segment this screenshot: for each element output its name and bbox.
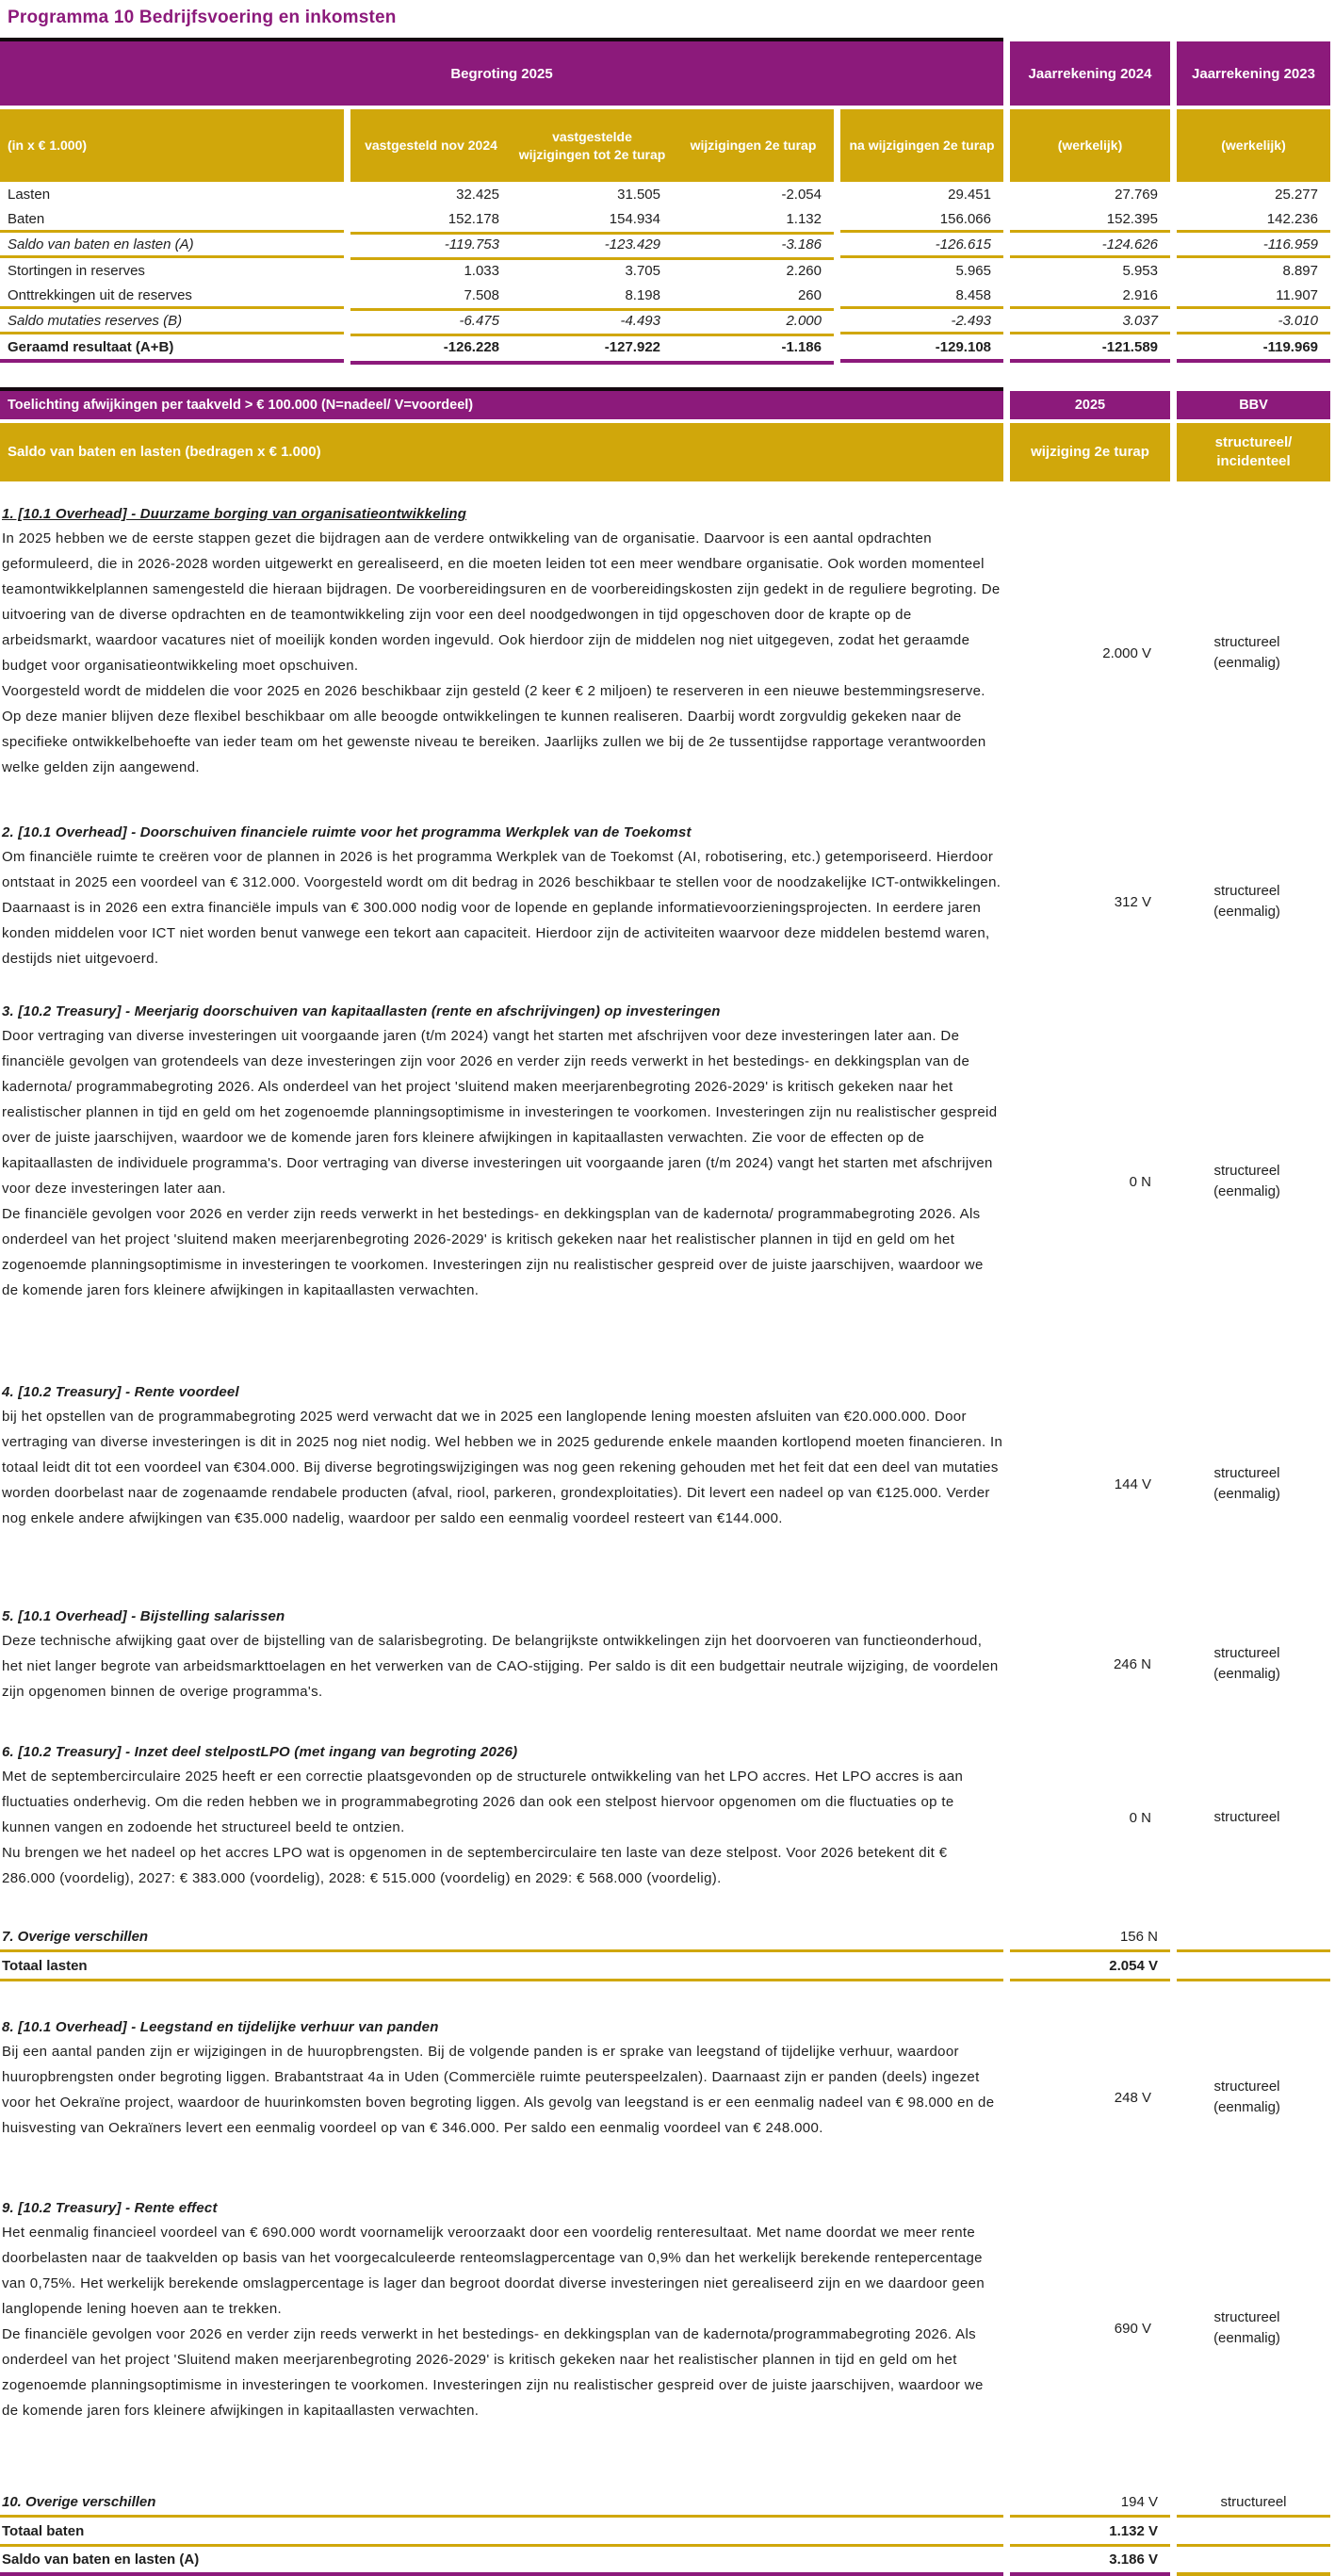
section-heading: 2. [10.1 Overhead] - Doorschuiven financiele ruimte voor het programma Werkplek van de Toekomst — [2, 824, 692, 840]
budget-table-group-header — [0, 41, 1335, 106]
summary-label: Totaal baten — [0, 2518, 1003, 2547]
cell-value: -2.493 — [840, 309, 1003, 334]
toelichting-table — [0, 387, 1335, 2576]
document-page — [0, 8, 1335, 2568]
cell-value: 152.178 — [448, 210, 499, 227]
row-label: Stortingen in reserves — [8, 263, 145, 279]
section-bbv — [1170, 824, 1324, 979]
table-row — [0, 233, 1335, 258]
section-paragraph: Voorgesteld wordt de middelen die voor 2025 en 2026 beschikbaar zijn gesteld (2 keer € 2 miljoen) te reserveren in een nieuwe bestemmingsreserve. Op deze manier blijven deze flexibel beschikbaar om alle beoogde ontwikkelingen te kunnen realiseren. Daarbij wordt zorgvuldig gekeken naar de specifieke ontwikkelbehoefte van ieder team om het gewenste niveau te bereiken. Jaarlijks zullen we bij de 2e tussentijdse rapportage verantwoorden welke gelden zijn aangewend. — [2, 683, 986, 775]
summary-row — [0, 1952, 1335, 1981]
cell-value: 152.395 — [1010, 207, 1170, 233]
cell-value: -127.922 — [604, 338, 660, 355]
cell-value: -116.959 — [1177, 233, 1330, 258]
summary-value: 194 V — [1010, 2488, 1170, 2518]
section-text — [0, 1384, 1003, 1584]
cell-value: -123.429 — [604, 236, 660, 253]
row-label: Saldo mutaties reserves (B) — [0, 309, 344, 334]
cell-value: 8.897 — [1282, 263, 1318, 279]
cell-value: 2.000 — [786, 312, 822, 329]
cell-value: 260 — [797, 286, 822, 303]
section — [0, 2019, 1335, 2176]
section-bbv — [1170, 2019, 1324, 2176]
section — [0, 1608, 1335, 1720]
section-bbv — [1170, 506, 1324, 800]
section-paragraph: Om financiële ruimte te creëren voor de plannen in 2026 is het programma Werkplek van de Toekomst (AI, robotisering, etc.) getemporiseerd. Hierdoor ontstaat in 2025 een voordeel van € 312.000. Voorgesteld wordt om dit bedrag in 2026 beschikbaar te stellen voor de noodzakelijke ICT-ontwikkelingen. — [2, 849, 1001, 890]
budget-table-column-header — [0, 109, 1335, 182]
section-value: 246 N — [1113, 1655, 1151, 1672]
cell-value: -3.010 — [1177, 309, 1330, 334]
section-bbv-label: structureel (eenmalig) — [1213, 1645, 1280, 1682]
cell-value: 2.260 — [786, 263, 822, 279]
section-text — [0, 2019, 1003, 2176]
section-text — [0, 2200, 1003, 2456]
section-bbv-label: structureel (eenmalig) — [1213, 1163, 1280, 1199]
section-bbv — [1170, 1744, 1324, 1891]
summary-bbv — [1177, 2547, 1330, 2576]
cell-value: 25.277 — [1275, 187, 1318, 203]
cell-value: 5.965 — [955, 263, 991, 279]
cell-value: -1.186 — [781, 338, 822, 355]
begroting-subcolumns — [350, 109, 834, 182]
cell-value: -129.108 — [840, 334, 1003, 363]
cell-value: 3.037 — [1010, 309, 1170, 334]
summary-row — [0, 2488, 1335, 2518]
structureel-incidenteel-cell — [1177, 423, 1330, 481]
section-text — [0, 1608, 1003, 1720]
summary-value: 2.054 V — [1010, 1952, 1170, 1981]
table-row — [0, 309, 1335, 334]
cell-value: 5.953 — [1122, 263, 1158, 279]
budget-table-body — [0, 182, 1335, 363]
budget-table — [0, 38, 1335, 363]
section-heading: 8. [10.1 Overhead] - Leegstand en tijdelijke verhuur van panden — [2, 2019, 439, 2035]
section — [0, 2200, 1335, 2456]
column-header-wijzigingen-2e-turap: wijzigingen 2e turap — [690, 138, 817, 153]
cell-value: -3.186 — [781, 236, 822, 253]
table-row — [0, 258, 1335, 284]
section-paragraph: Bij een aantal panden zijn er wijzigingen in de huuropbrengsten. Bij de volgende panden is er sprake van leegstand of tijdelijke verhuur, waardoor huuropbrengsten onder begroting liggen. Brabantstraat 4a in Uden (Commerciële ruimte peuterspeelzalen). Daarnaast zijn er panden (deels) ingezet voor het Oekraïne project, waardoor de huurinkomsten boven begroting liggen. Als gevolg van leegstand is er een eenmalig nadeel van € 98.000 en de huisvesting van Oekraïners levert een eenmalig voordeel op van € 346.000. Per saldo een eenmalig voordeel van € 248.000. — [2, 2044, 995, 2136]
cell-value: 29.451 — [948, 187, 991, 203]
section-paragraph: bij het opstellen van de programmabegroting 2025 werd verwacht dat we in 2025 een langlopende lening moesten afsluiten van €20.000.000. Door vertraging van diverse investeringen is dit in 2025 nog niet nodig. Wel hebben we in 2025 gedurende enkele maanden kortlopend moeten financieren. In totaal leidt dit tot een voordeel van €304.000. Bij diverse begrotingswijzigingen was nog geen rekening gehouden met het feit dat een deel van mutaties worden doorbelast naar de zogenaamde rendabele producten (afval, riool, parkeren, grondexploitaties). Dit levert een nadeel op van €125.000. Verder nog enkele andere afwijkingen van €35.000 nadelig, waardoor per saldo een eenmalig voordeel resteert van €144.000. — [2, 1409, 1003, 1526]
toelichting-year-cell: 2025 — [1010, 391, 1170, 419]
section-bbv-label: structureel (eenmalig) — [1213, 2079, 1280, 2115]
section-value: 248 V — [1114, 2089, 1151, 2106]
structureel-incidenteel-label: structureel/ incidenteel — [1214, 434, 1293, 469]
section-heading: 9. [10.2 Treasury] - Rente effect — [2, 2200, 218, 2216]
section-heading: 5. [10.1 Overhead] - Bijstelling salarissen — [2, 1608, 285, 1624]
saldo-title-cell: Saldo van baten en lasten (bedragen x € 1.000) — [0, 423, 1003, 481]
cell-value: 1.033 — [464, 263, 499, 279]
toelichting-subheader — [0, 423, 1335, 481]
section-bbv-label: structureel (eenmalig) — [1213, 2309, 1280, 2346]
cell-value: -124.626 — [1010, 233, 1170, 258]
section-bbv-label: structureel — [1213, 1809, 1280, 1825]
cell-value: -6.475 — [459, 312, 499, 329]
section — [0, 1003, 1335, 1360]
section-value: 690 V — [1114, 2320, 1151, 2337]
cell-value: 8.458 — [840, 284, 1003, 309]
section-text — [0, 506, 1003, 800]
summary-label: Saldo van baten en lasten (A) — [0, 2547, 1003, 2576]
row-label: Lasten — [8, 187, 51, 203]
column-header-vastgestelde-wijzigingen: vastgestelde wijzigingen tot 2e turap — [518, 128, 666, 162]
section-text — [0, 824, 1003, 979]
section-paragraph: In 2025 hebben we de eerste stappen gezet die bijdragen aan de verdere ontwikkeling van de organisatie. Daarvoor is een aantal opdrachten geformuleerd, die in 2026-2028 worden uitgewerkt en gerealiseerd, en die moeten leiden tot een meer wendbare organisatie. Ook worden momenteel teamontwikkelplannen samengesteld die hieraan bijdragen. De voorbereidingsuren en de voorbereidingskosten zijn gedekt in de reguliere begroting. De uitvoering van de diverse opdrachten en de teamontwikkeling zijn voor een deel noodgedwongen in tijd opgeschoven door de krapte op de arbeidsmarkt, waardoor vacatures niet of moeilijk konden worden ingevuld. Ook hierdoor zijn de middelen nog niet uitgegeven, zodat het geraamde budget voor organisatieontwikkeling moet opschuiven. — [2, 530, 1001, 674]
section-bbv — [1170, 1608, 1324, 1720]
section-value: 2.000 V — [1102, 644, 1151, 661]
section-bbv — [1170, 1384, 1324, 1584]
row-label: Saldo van baten en lasten (A) — [0, 233, 344, 258]
section-bbv-label: structureel (eenmalig) — [1213, 634, 1280, 671]
cell-value: -126.228 — [443, 338, 499, 355]
row-begroting-values — [350, 283, 834, 311]
cell-value: 31.505 — [617, 187, 660, 203]
summary-label: Totaal lasten — [0, 1952, 1003, 1981]
row-begroting-values — [350, 232, 834, 260]
cell-value: 2.916 — [1010, 284, 1170, 309]
row-label: Onttrekkingen uit de reserves — [0, 284, 344, 309]
cell-value: 3.705 — [625, 263, 660, 279]
section — [0, 1744, 1335, 1891]
summary-bbv — [1177, 1952, 1330, 1981]
section-value: 0 N — [1129, 1173, 1151, 1190]
header-cell-jaarrekening-2024: Jaarrekening 2024 — [1010, 41, 1170, 106]
cell-value: -2.054 — [781, 187, 822, 203]
section-paragraph: Daarnaast is in 2026 een extra financiële impuls van € 300.000 nodig voor de lopende en geplande informatievoorzieningsprojecten. In eerdere jaren konden middelen voor ICT niet worden benut vanwege een tekort aan capaciteit. Hierdoor zijn de activiteiten waarvoor deze middelen bestemd waren, destijds niet uitgevoerd. — [2, 900, 990, 967]
cell-value: 32.425 — [456, 187, 499, 203]
summary-row — [0, 2547, 1335, 2576]
section-bbv-label: structureel (eenmalig) — [1213, 1465, 1280, 1502]
summary-bbv — [1177, 2518, 1330, 2547]
cell-value: 8.198 — [625, 286, 660, 303]
unit-label-cell: (in x € 1.000) — [0, 109, 344, 182]
section-bbv — [1170, 2200, 1324, 2456]
toelichting-body — [0, 506, 1335, 2576]
cell-value: -4.493 — [620, 312, 660, 329]
row-begroting-values — [350, 206, 834, 235]
table-row — [0, 284, 1335, 309]
section-value: 312 V — [1114, 893, 1151, 910]
section-paragraph: De financiële gevolgen voor 2026 en verder zijn reeds verwerkt in het bestedings- en dekkingsplan van de kadernota/programmabegroting 2026. Als onderdeel van het project 'Sluitend maken meerjarenbegroting 2026-2029' is kritisch gekeken naar het realistischer plannen in tijd en geld om het zogenoemde planningsoptimisme in investeringen te voorkomen. Investeringen zijn nu realistischer gespreid over de juiste jaarschijven, waardoor we de komende jaren fors kleinere afwijkingen in kapitaallasten verwachten. — [2, 2326, 984, 2419]
header-cell-jaarrekening-2023: Jaarrekening 2023 — [1177, 41, 1330, 106]
row-begroting-values — [350, 333, 834, 365]
row-label: Geraamd resultaat (A+B) — [0, 334, 344, 363]
summary-label: 10. Overige verschillen — [0, 2488, 1003, 2518]
section-text — [0, 1744, 1003, 1891]
table-row — [0, 334, 1335, 363]
column-header-na-wijzigingen: na wijzigingen 2e turap — [840, 109, 1003, 182]
cell-value: 142.236 — [1177, 207, 1330, 233]
section-bbv — [1170, 1003, 1324, 1360]
summary-bbv — [1177, 1923, 1330, 1952]
cell-value: 156.066 — [840, 207, 1003, 233]
toelichting-header — [0, 391, 1335, 419]
section — [0, 824, 1335, 979]
section — [0, 506, 1335, 800]
summary-label: 7. Overige verschillen — [0, 1923, 1003, 1952]
page-title: Programma 10 Bedrijfsvoering en inkomsten — [8, 8, 397, 27]
section-heading: 1. [10.1 Overhead] - Duurzame borging van organisatieontwikkeling — [2, 506, 467, 522]
header-cell-begroting: Begroting 2025 — [0, 41, 1003, 106]
section-heading: 3. [10.2 Treasury] - Meerjarig doorschuiven van kapitaallasten (rente en afschrijvingen) op investeringen — [2, 1003, 721, 1019]
section-paragraph: De financiële gevolgen voor 2026 en verder zijn reeds verwerkt in het bestedings- en dekkingsplan van de kadernota/ programmabegroting 2026. Als onderdeel van het project 'sluitend maken meerjarenbegroting 2026-2029' is kritisch gekeken naar het realistischer plannen in tijd en geld om het zogenoemde planningsoptimisme in investeringen te voorkomen. Investeringen zijn nu realistischer gespreid over de juiste jaarschijven, waardoor we de komende jaren fors kleinere afwijkingen in kapitaallasten verwachten. — [2, 1206, 984, 1298]
cell-value: 11.907 — [1177, 284, 1330, 309]
section — [0, 1384, 1335, 1584]
cell-value: -126.615 — [840, 233, 1003, 258]
section-bbv-label: structureel (eenmalig) — [1213, 883, 1280, 920]
table-row — [0, 182, 1335, 207]
cell-value: -119.753 — [444, 236, 499, 253]
row-begroting-values — [350, 182, 834, 207]
cell-value: 7.508 — [464, 286, 499, 303]
cell-value: 1.132 — [786, 210, 822, 227]
summary-row — [0, 2518, 1335, 2547]
section-paragraph: Deze technische afwijking gaat over de bijstelling van de salarisbegroting. De belangrijkste ontwikkelingen zijn het doorvoeren van functieonderhoud, het niet langer begrote van arbeidsmarkttoelagen en het verwerken van de CAO-stijging. Per saldo is dit een budgettair neutrale wijziging, de voordelen zijn opgenomen binnen de overige programma's. — [2, 1633, 999, 1700]
wijziging-2e-turap-cell: wijziging 2e turap — [1010, 423, 1170, 481]
cell-value: -121.589 — [1010, 334, 1170, 363]
toelichting-bbv-cell: BBV — [1177, 391, 1330, 419]
summary-bbv: structureel — [1177, 2488, 1330, 2518]
toelichting-title-cell: Toelichting afwijkingen per taakveld > € 100.000 (N=nadeel/ V=voordeel) — [0, 391, 1003, 419]
section-paragraph: Door vertraging van diverse investeringen uit voorgaande jaren (t/m 2024) vangt het starten met afschrijven voor deze investeringen later aan. De financiële gevolgen van grotendeels van deze investeringen zijn voor 2026 en verder zijn reeds verwerkt in het bestedings- en dekkingsplan van de kadernota/ programmabegroting 2026. Als onderdeel van het project 'sluitend maken meerjarenbegroting 2026-2029' is kritisch gekeken naar het realistischer plannen in tijd en geld om het zogenoemde planningsoptimisme in investeringen te voorkomen. Investeringen zijn nu realistischer gespreid over de juiste jaarschijven, waardoor we de komende jaren fors kleinere afwijkingen in kapitaallasten verwachten. Zie voor de effecten op de kapitaallasten de individuele programma's. Door vertraging van diverse investeringen uit voorgaande jaren (t/m 2024) vangt het starten met afschrijven voor deze investeringen later aan. — [2, 1028, 998, 1197]
section-value: 144 V — [1114, 1475, 1151, 1492]
cell-value: 154.934 — [609, 210, 660, 227]
section-paragraph: Met de septembercirculaire 2025 heeft er een correctie plaatsgevonden op de structurele ontwikkeling van het LPO accres. Het LPO accres is aan fluctuaties onderhevig. Om die reden hebben we in programmabegroting 2026 dan ook een stelpost hiervoor opgenomen om die fluctuaties op te kunnen vangen en zodoende het structureel beeld te ontzien. — [2, 1769, 964, 1835]
summary-value: 156 N — [1010, 1923, 1170, 1952]
summary-value: 3.186 V — [1010, 2547, 1170, 2576]
section-heading: 4. [10.2 Treasury] - Rente voordeel — [2, 1384, 239, 1400]
summary-value: 1.132 V — [1010, 2518, 1170, 2547]
row-label: Baten — [0, 207, 344, 233]
column-header-vastgesteld: vastgesteld nov 2024 — [365, 138, 497, 153]
column-header-werkelijk-2023: (werkelijk) — [1177, 109, 1330, 182]
table-row — [0, 207, 1335, 233]
section-text — [0, 1003, 1003, 1360]
section-heading: 6. [10.2 Treasury] - Inzet deel stelpostLPO (met ingang van begroting 2026) — [2, 1744, 518, 1760]
row-begroting-values — [350, 308, 834, 336]
section-value: 0 N — [1129, 1809, 1151, 1826]
section-paragraph: Het eenmalig financieel voordeel van € 690.000 wordt voornamelijk veroorzaakt door een voordelig renteresultaat. Met name doordat we meer rente doorbelasten naar de taakvelden op basis van het voorgecalculeerde renteomslagpercentage van 0,9% dan het werkelijk berekende rentepercentage van 0,75%. Het werkelijk berekende omslagpercentage is lager dan begroot doordat diverse investeringen niet gerealiseerd zijn en we daardoor geen langlopende lening hoeven aan te trekken. — [2, 2225, 985, 2317]
cell-value: 27.769 — [1115, 187, 1158, 203]
section-paragraph: Nu brengen we het nadeel op het accres LPO wat is opgenomen in de septembercirculaire ten laste van deze stelpost. Voor 2026 betekent dit € 286.000 (voordelig), 2027: € 383.000 (voordelig), 2028: € 515.000 (voordelig) en 2029: € 568.000 (voordelig). — [2, 1845, 948, 1886]
column-header-werkelijk-2024: (werkelijk) — [1010, 109, 1170, 182]
cell-value: -119.969 — [1177, 334, 1330, 363]
summary-row — [0, 1923, 1335, 1952]
row-begroting-values — [350, 258, 834, 284]
